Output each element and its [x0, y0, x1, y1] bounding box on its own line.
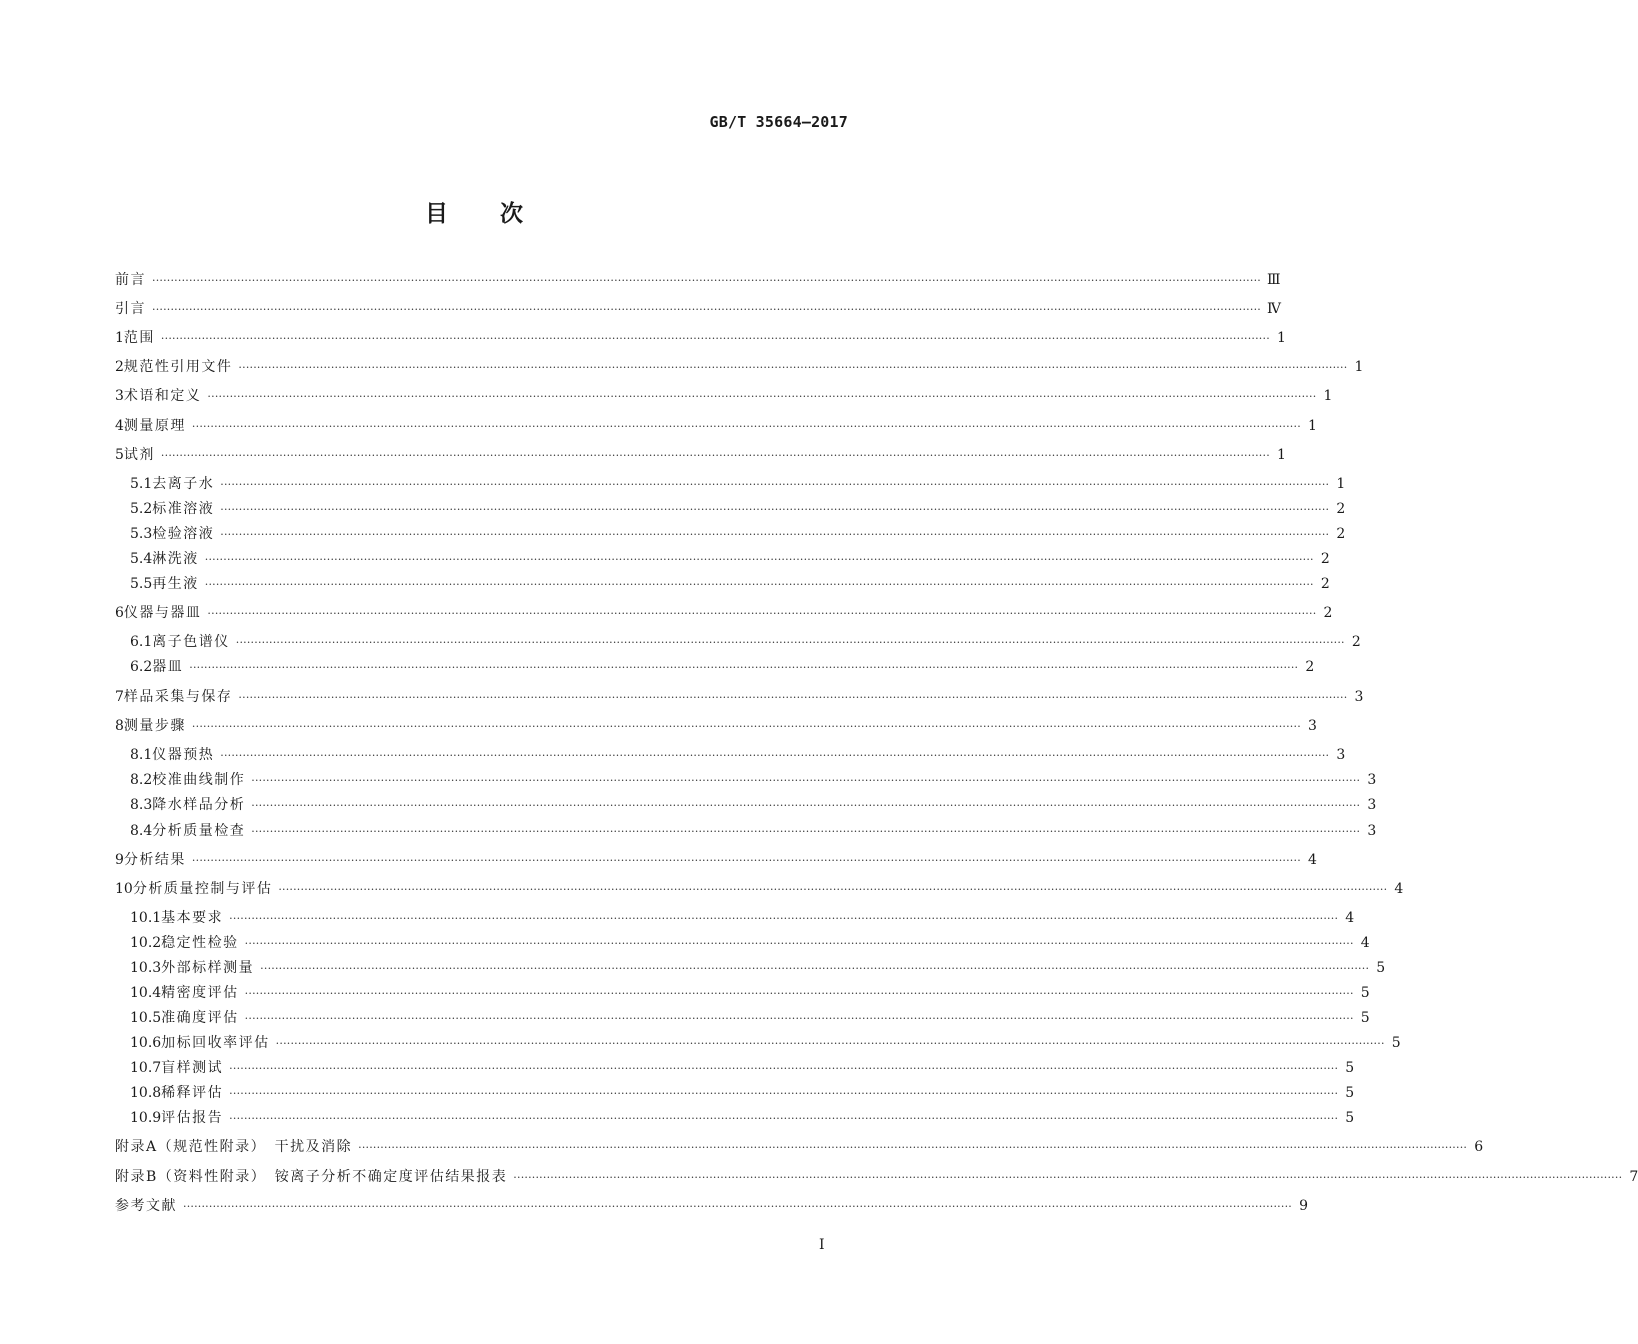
toc-entry[interactable]	[115, 822, 1377, 841]
toc-entry[interactable]	[115, 934, 1370, 953]
toc-entry-number: 6.2	[130, 659, 153, 675]
dot-leader: ············································································································································································································································································································	[278, 883, 1388, 896]
dot-leader: ············································································································································································································································································································	[238, 361, 1348, 374]
toc-entry[interactable]	[115, 1138, 1484, 1157]
dot-leader: ············································································································································································································································································································	[220, 503, 1330, 516]
toc-entry-title: 附录A（规范性附录） 干扰及消除	[115, 1139, 353, 1155]
toc-entry-title: 稳定性检验	[161, 935, 239, 951]
toc-entry-number: 7	[115, 689, 124, 705]
toc-entry-page: 3	[1367, 797, 1377, 813]
toc-entry-number: 8.2	[130, 772, 153, 788]
toc-entry[interactable]	[115, 271, 1281, 290]
toc-entry[interactable]	[115, 1009, 1370, 1028]
toc-entry-page: 5	[1360, 1010, 1370, 1026]
toc-entry[interactable]	[115, 746, 1346, 765]
toc-entry-number: 10	[115, 881, 133, 897]
toc-entry[interactable]	[115, 575, 1330, 594]
dot-leader: ············································································································································································································································································································	[251, 825, 1361, 838]
toc-entry[interactable]	[115, 387, 1333, 406]
toc-entry[interactable]	[115, 500, 1346, 519]
toc-entry[interactable]	[115, 717, 1317, 736]
toc-entry-page: 1	[1307, 418, 1317, 434]
dot-leader: ············································································································································································································································································································	[152, 274, 1261, 287]
toc-entry-title: 测量步骤	[123, 718, 186, 734]
toc-entry-number: 6	[115, 605, 124, 621]
toc-entry-number: 4	[115, 418, 124, 434]
toc-entry-page: 5	[1345, 1110, 1355, 1126]
dot-leader: ············································································································································································································································································································	[207, 390, 1317, 403]
toc-entry-number: 5.2	[130, 501, 153, 517]
toc-entry-title: 离子色谱仪	[152, 634, 230, 650]
toc-entry-title: 测量原理	[123, 418, 186, 434]
toc-entry-title: 加标回收率评估	[161, 1035, 270, 1051]
page-number: I	[819, 1237, 825, 1253]
dot-leader: ············································································································································································································································································································	[235, 636, 1345, 649]
toc-entry[interactable]	[115, 909, 1355, 928]
toc-entry-title: 外部标样测量	[161, 960, 255, 976]
toc-entry-page: 3	[1307, 718, 1317, 734]
toc-entry[interactable]	[115, 633, 1361, 652]
toc-entry[interactable]	[115, 984, 1370, 1003]
toc-entry-title: 准确度评估	[161, 1010, 239, 1026]
toc-entry-title: 淋洗液	[152, 551, 199, 567]
toc-entry[interactable]	[115, 1059, 1355, 1078]
toc-entry-title: 术语和定义	[123, 388, 202, 404]
toc-entry-page: 2	[1336, 501, 1346, 517]
dot-leader: ············································································································································································································································································································	[244, 937, 1354, 950]
toc-entry-page: 5	[1345, 1085, 1355, 1101]
toc-entry-title: 仪器预热	[152, 747, 215, 763]
toc-entry-page: 2	[1351, 634, 1361, 650]
toc-entry-page: 3	[1367, 823, 1377, 839]
toc-entry[interactable]	[115, 417, 1317, 436]
toc-entry-title: 基本要求	[161, 910, 224, 926]
toc-entry-number: 10.8	[130, 1085, 162, 1101]
dot-leader: ············································································································································································································································································································	[251, 774, 1361, 787]
toc-entry-page: 3	[1336, 747, 1346, 763]
toc-entry-page: 1	[1323, 388, 1333, 404]
toc-entry-title: 样品采集与保存	[123, 689, 233, 705]
toc-entry[interactable]	[115, 604, 1333, 623]
toc-entry-title: 附录B（资料性附录） 铵离子分析不确定度评估结果报表	[115, 1169, 508, 1185]
toc-entry-number: 8.3	[130, 797, 153, 813]
toc-entry-title: 去离子水	[152, 476, 215, 492]
standard-number: GB/T 35664—2017	[709, 113, 848, 131]
toc-entry-page: 5	[1360, 985, 1370, 1001]
dot-leader: ············································································································································································································································································································	[152, 303, 1261, 316]
toc-entry-page: 1	[1276, 330, 1286, 346]
toc-entry[interactable]	[115, 358, 1364, 377]
toc-entry[interactable]	[115, 446, 1286, 465]
toc-entry-title: 分析质量控制与评估	[132, 881, 273, 897]
dot-leader: ············································································································································································································································································································	[160, 332, 1270, 345]
toc-entry-page: 2	[1336, 526, 1346, 542]
toc-entry-page: Ⅲ	[1266, 272, 1281, 288]
toc-entry-number: 8.1	[130, 747, 153, 763]
toc-entry[interactable]	[115, 1168, 1638, 1187]
toc-entry-number: 10.3	[130, 960, 162, 976]
toc-entry-page: 5	[1391, 1035, 1401, 1051]
toc-entry-number: 8.4	[130, 823, 153, 839]
toc-entry-page: 7	[1629, 1169, 1638, 1185]
toc-entry-page: 2	[1320, 576, 1330, 592]
toc-entry[interactable]	[115, 525, 1346, 544]
toc-entry-page: 4	[1394, 881, 1404, 897]
dot-leader: ············································································································································································································································································································	[229, 1112, 1339, 1125]
toc-entry-page: 9	[1299, 1198, 1308, 1214]
toc-entry-title: 标准溶液	[152, 501, 215, 517]
dot-leader: ············································································································································································································································································································	[204, 578, 1314, 591]
dot-leader: ············································································································································································································································································································	[220, 528, 1330, 541]
toc-entry-page: 4	[1307, 852, 1317, 868]
toc-entry-title: 再生液	[152, 576, 199, 592]
toc-entry[interactable]	[115, 771, 1377, 790]
toc-entry-page: 2	[1323, 605, 1333, 621]
toc-entry-title: 试剂	[123, 447, 155, 463]
toc-entry-page: 5	[1345, 1060, 1355, 1076]
toc-entry-page: 3	[1354, 689, 1364, 705]
toc-entry-page: 1	[1276, 447, 1286, 463]
toc-entry[interactable]	[115, 1197, 1308, 1216]
toc-entry-number: 5.3	[130, 526, 153, 542]
dot-leader: ············································································································································································································································································································	[238, 691, 1348, 704]
dot-leader: ············································································································································································································································································································	[229, 912, 1339, 925]
toc-entry-page: 2	[1320, 551, 1330, 567]
toc-entry[interactable]	[115, 1034, 1401, 1053]
toc-entry-page: 6	[1474, 1139, 1484, 1155]
page-title: 目 次	[425, 201, 525, 227]
dot-leader: ············································································································································································································································································································	[160, 449, 1270, 462]
toc-entry-page: 4	[1345, 910, 1355, 926]
toc-entry-number: 10.2	[130, 935, 162, 951]
dot-leader: ············································································································································································································································································································	[244, 987, 1354, 1000]
dot-leader: ············································································································································································································································································································	[191, 854, 1301, 867]
toc-entry[interactable]	[115, 880, 1404, 899]
dot-leader: ············································································································································································································································································································	[204, 553, 1314, 566]
toc-entry-number: 10.7	[130, 1060, 162, 1076]
toc-entry-number: 10.9	[130, 1110, 162, 1126]
toc-entry-page: 1	[1354, 359, 1364, 375]
toc-entry-title: 引言	[115, 301, 146, 317]
toc-entry-page: 3	[1367, 772, 1377, 788]
toc-entry-number: 5	[115, 447, 124, 463]
toc-entry-page: Ⅳ	[1266, 301, 1281, 317]
toc-entry-number: 10.4	[130, 985, 162, 1001]
dot-leader: ············································································································································································································································································································	[229, 1087, 1339, 1100]
toc-entry-number: 3	[115, 388, 124, 404]
dot-leader: ············································································································································································································································································································	[251, 799, 1361, 812]
toc-entry[interactable]	[115, 658, 1315, 677]
dot-leader: ············································································································································································································································································································	[189, 661, 1299, 674]
toc-entry[interactable]	[115, 475, 1346, 494]
toc-entry-number: 10.6	[130, 1035, 162, 1051]
toc-entry[interactable]	[115, 851, 1317, 870]
toc-entry[interactable]	[115, 959, 1386, 978]
dot-leader: ············································································································································································································································································································	[229, 1062, 1339, 1075]
toc-entry-title: 评估报告	[161, 1110, 224, 1126]
toc-entry-title: 盲样测试	[161, 1060, 224, 1076]
toc-entry-number: 5.4	[130, 551, 153, 567]
toc-entry-number: 6.1	[130, 634, 153, 650]
dot-leader: ············································································································································································································································································································	[207, 607, 1317, 620]
toc-entry[interactable]	[115, 550, 1330, 569]
dot-leader: ············································································································································································································································································································	[260, 962, 1370, 975]
toc-entry-title: 检验溶液	[152, 526, 215, 542]
toc-entry[interactable]	[115, 688, 1364, 707]
toc-entry-page: 4	[1360, 935, 1370, 951]
dot-leader: ············································································································································································································································································································	[220, 749, 1330, 762]
toc-entry-title: 分析结果	[123, 852, 186, 868]
toc-entry-title: 前言	[115, 272, 146, 288]
toc-entry-title: 仪器与器皿	[123, 605, 202, 621]
dot-leader: ············································································································································································································································································································	[275, 1037, 1385, 1050]
toc-entry-number: 8	[115, 718, 124, 734]
dot-leader: ············································································································································································································································································································	[183, 1200, 1292, 1213]
toc-entry-title: 稀释评估	[161, 1085, 224, 1101]
toc-entry[interactable]	[115, 329, 1286, 348]
toc-entry-page: 1	[1336, 476, 1346, 492]
dot-leader: ············································································································································································································································································································	[220, 478, 1330, 491]
toc-entry-page: 5	[1376, 960, 1386, 976]
dot-leader: ············································································································································································································································································································	[358, 1141, 1468, 1154]
toc-entry-title: 规范性引用文件	[123, 359, 233, 375]
dot-leader: ············································································································································································································································································································	[191, 720, 1301, 733]
toc-entry-number: 5.1	[130, 476, 153, 492]
toc-entry[interactable]	[115, 1084, 1355, 1103]
toc-entry-number: 2	[115, 359, 124, 375]
toc-entry-title: 校准曲线制作	[152, 772, 246, 788]
toc-entry-title: 器皿	[152, 659, 184, 675]
toc-entry[interactable]	[115, 300, 1281, 319]
toc-entry-page: 2	[1305, 659, 1315, 675]
dot-leader: ············································································································································································································································································································	[191, 420, 1301, 433]
toc-entry-number: 9	[115, 852, 124, 868]
toc-entry-title: 范围	[123, 330, 155, 346]
dot-leader: ············································································································································································································································································································	[244, 1012, 1354, 1025]
toc-entry[interactable]	[115, 796, 1377, 815]
toc-entry-title: 参考文献	[115, 1198, 177, 1214]
dot-leader: ············································································································································································································································································································	[513, 1171, 1623, 1184]
toc-entry-title: 精密度评估	[161, 985, 239, 1001]
toc-entry[interactable]	[115, 1109, 1355, 1128]
toc-entry-number: 10.1	[130, 910, 162, 926]
toc-entry-title: 降水样品分析	[152, 797, 246, 813]
toc-entry-number: 10.5	[130, 1010, 162, 1026]
toc-entry-number: 1	[115, 330, 124, 346]
toc-entry-title: 分析质量检查	[152, 823, 246, 839]
toc-entry-number: 5.5	[130, 576, 153, 592]
